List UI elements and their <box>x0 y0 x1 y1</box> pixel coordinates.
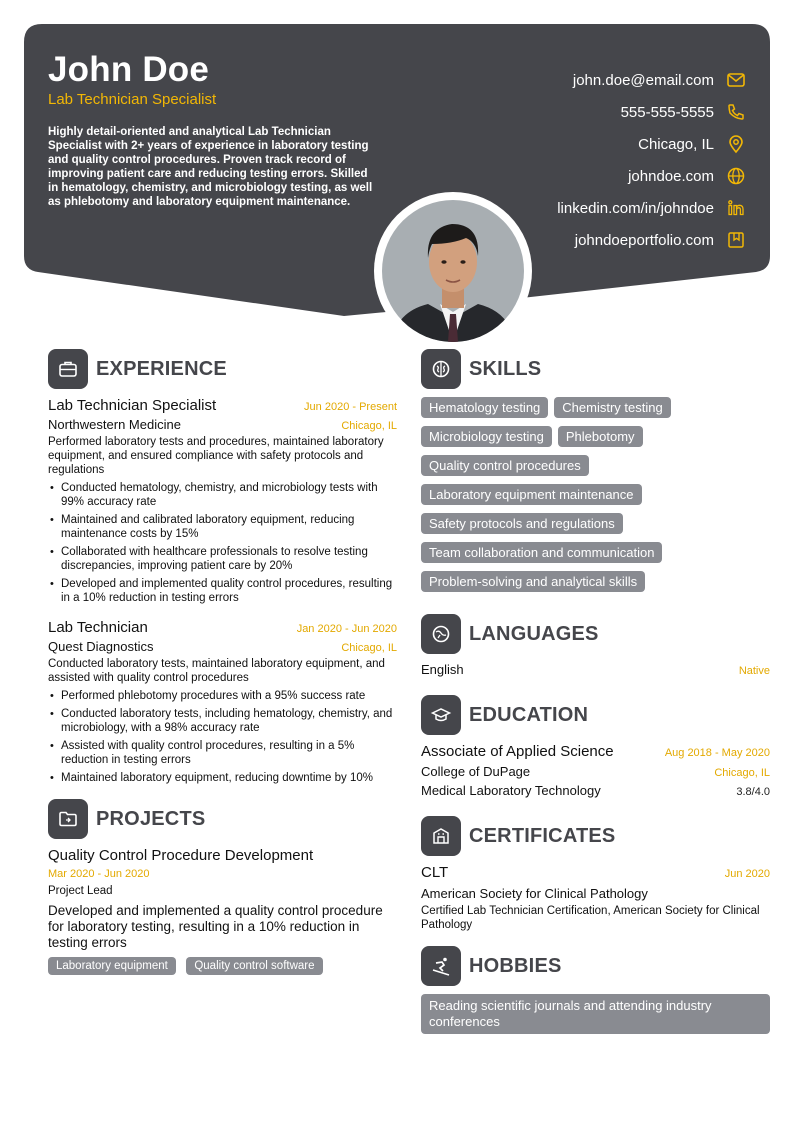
projects-section <box>48 799 397 975</box>
certificate-issuer: American Society for Clinical Pathology <box>421 886 648 901</box>
language-level: Native <box>738 665 770 677</box>
certificates-heading: CERTIFICATES <box>469 824 616 847</box>
gpa: 3.8/4.0 <box>736 786 770 798</box>
linkedin-icon <box>726 198 746 218</box>
brain-icon <box>421 349 461 389</box>
folder-icon <box>48 799 88 839</box>
language-name: English <box>421 662 464 677</box>
project-description: Developed and implemented a quality control procedure for laboratory testing, resulting in a 10% reduction in testing errors <box>48 903 383 950</box>
skill-tag: Safety protocols and regulations <box>421 513 623 534</box>
contact-phone-text: 555-555-5555 <box>620 103 714 121</box>
job-role: Lab Technician <box>48 619 148 636</box>
experience-heading: EXPERIENCE <box>96 357 227 380</box>
project-tag: Laboratory equipment <box>48 957 176 975</box>
job-location: Chicago, IL <box>341 420 397 432</box>
job-bullets <box>48 689 397 785</box>
languages-section <box>421 614 770 677</box>
field-of-study: Medical Laboratory Technology <box>421 783 601 798</box>
right-column <box>421 349 770 1034</box>
languages-heading: LANGUAGES <box>469 622 599 645</box>
contact-linkedin[interactable] <box>557 192 746 224</box>
job-summary: Conducted laboratory tests, maintained laboratory equipment, and assisted with quality control procedures <box>48 658 385 684</box>
experience-section <box>48 349 397 785</box>
job-entry <box>48 619 397 785</box>
certificate-detail: Certified Lab Technician Certification, American Society for Clinical Pathology <box>421 905 760 931</box>
contact-email[interactable] <box>557 64 746 96</box>
skills-heading: SKILLS <box>469 357 542 380</box>
job-title: Lab Technician Specialist <box>48 91 217 108</box>
skill-tag: Microbiology testing <box>421 426 552 447</box>
resume-header <box>24 24 770 344</box>
language-icon <box>421 614 461 654</box>
education-section <box>421 695 770 798</box>
skill-tag: Phlebotomy <box>558 426 643 447</box>
certificate-building-icon <box>421 816 461 856</box>
contact-portfolio[interactable] <box>557 224 746 256</box>
degree-name: Associate of Applied Science <box>421 743 614 760</box>
graduation-cap-icon <box>421 695 461 735</box>
contact-portfolio-text: johndoeportfolio.com <box>574 231 714 249</box>
contact-linkedin-text: linkedin.com/in/johndoe <box>557 199 714 217</box>
language-entry <box>421 662 770 677</box>
contact-location-text: Chicago, IL <box>638 135 714 153</box>
job-bullet: • Collaborated with healthcare professionals to resolve testing discrepancies, improving patient care by 20% <box>48 545 397 573</box>
skills-section <box>421 349 770 600</box>
job-bullet: • Developed and implemented quality control procedures, resulting in a 10% reduction in testing errors <box>48 577 397 605</box>
person-name: John Doe <box>48 50 210 89</box>
skill-tag: Team collaboration and communication <box>421 542 662 563</box>
job-summary: Performed laboratory tests and procedures, maintained laboratory equipment, and ensured compliance with safety protocols and regulations <box>48 436 384 476</box>
job-organization: Quest Diagnostics <box>48 639 154 654</box>
job-bullet: • Maintained laboratory equipment, reducing downtime by 10% <box>48 771 397 785</box>
skiing-icon <box>421 946 461 986</box>
school-name: College of DuPage <box>421 764 531 779</box>
contact-location <box>557 128 746 160</box>
job-organization: Northwestern Medicine <box>48 417 181 432</box>
skill-tag: Quality control procedures <box>421 455 589 476</box>
project-name: Quality Control Procedure Development <box>48 847 314 864</box>
job-entry <box>48 397 397 605</box>
education-heading: EDUCATION <box>469 703 589 726</box>
project-entry <box>48 847 397 975</box>
hobby-tag: Reading scientific journals and attending industry conferences <box>421 994 770 1034</box>
projects-heading: PROJECTS <box>96 807 206 830</box>
contact-website-text: johndoe.com <box>628 167 714 185</box>
school-location: Chicago, IL <box>714 767 770 779</box>
skill-tag: Laboratory equipment maintenance <box>421 484 642 505</box>
left-column <box>48 349 397 975</box>
job-bullet: • Conducted laboratory tests, including hematology, chemistry, and microbiology, with a 98% accuracy rate <box>48 707 397 735</box>
skill-tag: Chemistry testing <box>554 397 670 418</box>
certificates-section <box>421 816 770 932</box>
bookmark-icon <box>726 230 746 250</box>
contact-list <box>557 64 746 256</box>
location-pin-icon <box>726 134 746 154</box>
project-tag: Quality control software <box>186 957 322 975</box>
contact-website[interactable] <box>557 160 746 192</box>
job-bullet: • Maintained and calibrated laboratory equipment, reducing maintenance costs by 15% <box>48 513 397 541</box>
job-dates: Jan 2020 - Jun 2020 <box>296 623 397 635</box>
job-dates: Jun 2020 - Present <box>304 401 397 413</box>
job-location: Chicago, IL <box>341 642 397 654</box>
profile-summary: Highly detail-oriented and analytical Lab Technician Specialist with 2+ years of experience in laboratory testing and quality control procedures. Proven track record of improving patient care and reducing testing errors. Skilled in hematology, chemistry, and microbiology testing, as well as phlebotomy and laboratory equipment maintenance. <box>48 126 373 208</box>
project-tags <box>48 956 397 975</box>
briefcase-icon <box>48 349 88 389</box>
skill-list <box>421 397 770 600</box>
skill-tag: Problem-solving and analytical skills <box>421 571 645 592</box>
globe-icon <box>726 166 746 186</box>
certificate-name: CLT <box>421 864 449 881</box>
mail-icon <box>726 70 746 90</box>
project-role: Project Lead <box>48 885 113 897</box>
certificate-date: Jun 2020 <box>724 868 770 880</box>
skill-tag: Hematology testing <box>421 397 548 418</box>
hobbies-section <box>421 946 770 1034</box>
education-dates: Aug 2018 - May 2020 <box>664 747 770 759</box>
contact-email-text: john.doe@email.com <box>572 71 714 89</box>
project-dates: Mar 2020 - Jun 2020 <box>48 868 150 880</box>
hobbies-heading: HOBBIES <box>469 954 562 977</box>
profile-photo <box>374 192 532 350</box>
job-bullet: • Conducted hematology, chemistry, and microbiology tests with 99% accuracy rate <box>48 481 397 509</box>
job-bullets <box>48 481 397 605</box>
job-bullet: • Performed phlebotomy procedures with a 95% success rate <box>48 689 397 703</box>
job-bullet: • Assisted with quality control procedures, resulting in a 5% reduction in testing errors <box>48 739 397 767</box>
contact-phone[interactable] <box>557 96 746 128</box>
phone-icon <box>726 102 746 122</box>
job-role: Lab Technician Specialist <box>48 397 217 414</box>
